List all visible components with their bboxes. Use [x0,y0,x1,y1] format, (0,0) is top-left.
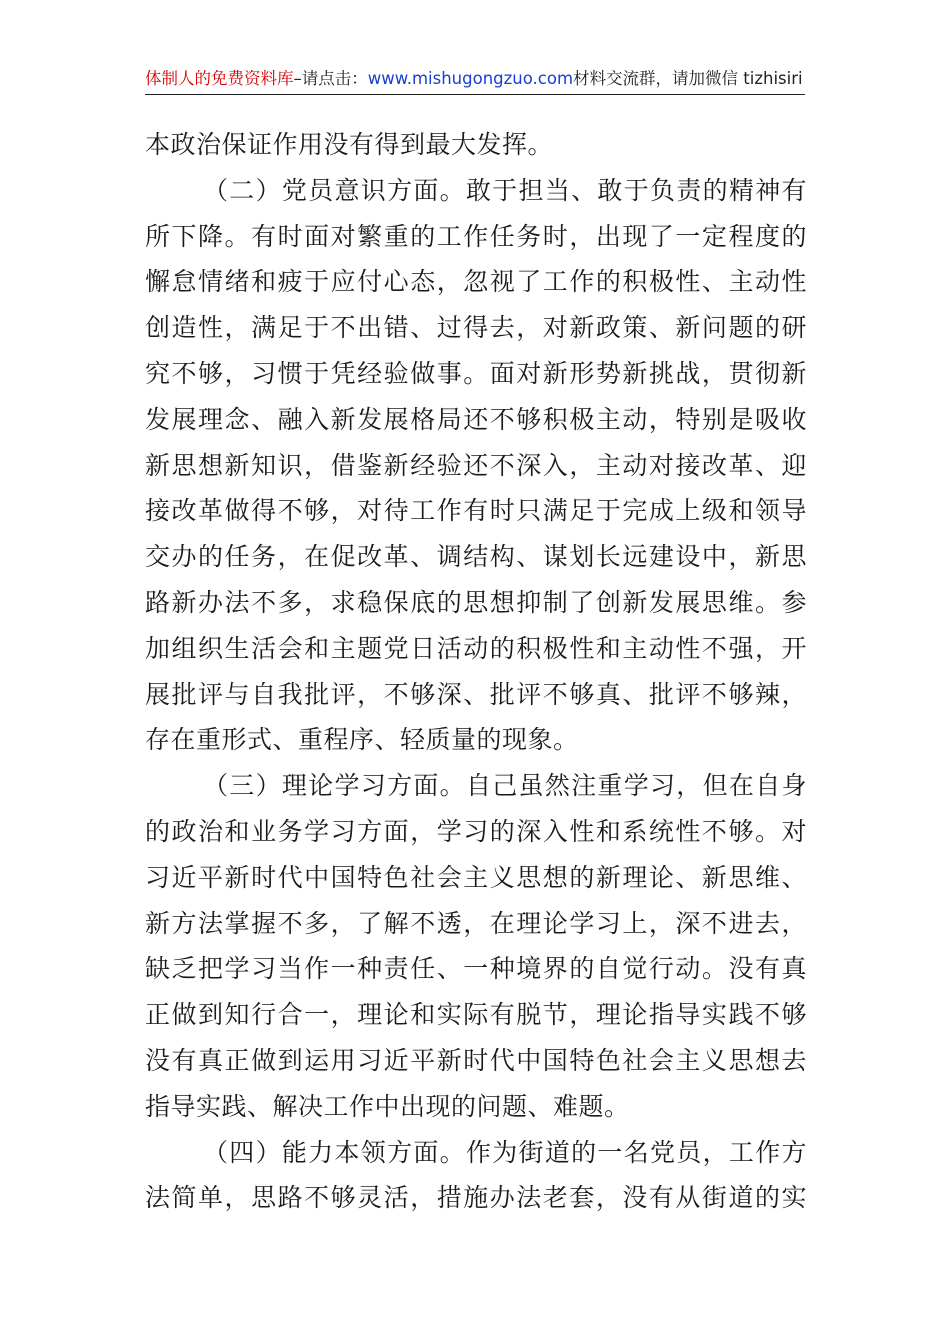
paragraph-line: （三）理论学习方面。自己虽然注重学习，但在自身 [203,771,807,801]
page-header [145,66,805,95]
paragraph-line: 新方法掌握不多，了解不透，在理论学习上，深不进去， [145,908,807,938]
paragraph-line: 加组织生活会和主题党日活动的积极性和主动性不强，开 [145,633,807,663]
paragraph-line: 究不够，习惯于凭经验做事。面对新形势新挑战，贯彻新 [145,358,807,388]
paragraph-line: 缺乏把学习当作一种责任、一种境界的自觉行动。没有真 [145,954,807,984]
paragraph-line: 指导实践、解决工作中出现的问题、难题。 [145,1091,630,1121]
paragraph-line: 创造性，满足于不出错、过得去，对新政策、新问题的研 [145,313,807,343]
header-note: 材料交流群，请加微信 tizhisiri [573,69,803,88]
paragraph-line: 没有真正做到运用习近平新时代中国特色社会主义思想去 [145,1045,807,1075]
paragraph-line: 发展理念、融入新发展格局还不够积极主动，特别是吸收 [145,404,807,434]
paragraph-line: 展批评与自我批评，不够深、批评不够真、批评不够辣， [145,679,807,709]
document-body [145,122,807,1221]
paragraph-line: 路新办法不多，求稳保底的思想抑制了创新发展思维。参 [145,587,807,617]
header-brand[interactable]: 体制人的免费资料库 [145,69,294,88]
header-url-link[interactable]: www.mishugongzuo.com [367,69,574,88]
paragraph-line: 正做到知行合一，理论和实际有脱节，理论指导实践不够 [145,1000,807,1030]
paragraph-line: 新思想新知识，借鉴新经验还不深入，主动对接改革、迎 [145,450,807,480]
paragraph-line: 懈怠情绪和疲于应付心态，忽视了工作的积极性、主动性 [145,267,807,297]
header-prompt: –请点击： [293,69,368,88]
paragraph-line: 所下降。有时面对繁重的工作任务时，出现了一定程度的 [145,221,807,251]
paragraph-line: 的政治和业务学习方面，学习的深入性和系统性不够。对 [145,816,807,846]
paragraph-line: 习近平新时代中国特色社会主义思想的新理论、新思维、 [145,862,807,892]
paragraph-line: 存在重形式、重程序、轻质量的现象。 [145,725,579,755]
paragraph-line: 法简单，思路不够灵活，措施办法老套，没有从街道的实 [145,1183,807,1213]
paragraph-line: 交办的任务，在促改革、调结构、谋划长远建设中，新思 [145,542,807,572]
paragraph-line: 接改革做得不够，对待工作有时只满足于完成上级和领导 [145,496,807,526]
paragraph-line: 本政治保证作用没有得到最大发挥。 [145,130,554,159]
paragraph-line: （四）能力本领方面。作为街道的一名党员，工作方 [203,1137,807,1167]
paragraph-line: （二）党员意识方面。敢于担当、敢于负责的精神有 [203,175,807,205]
